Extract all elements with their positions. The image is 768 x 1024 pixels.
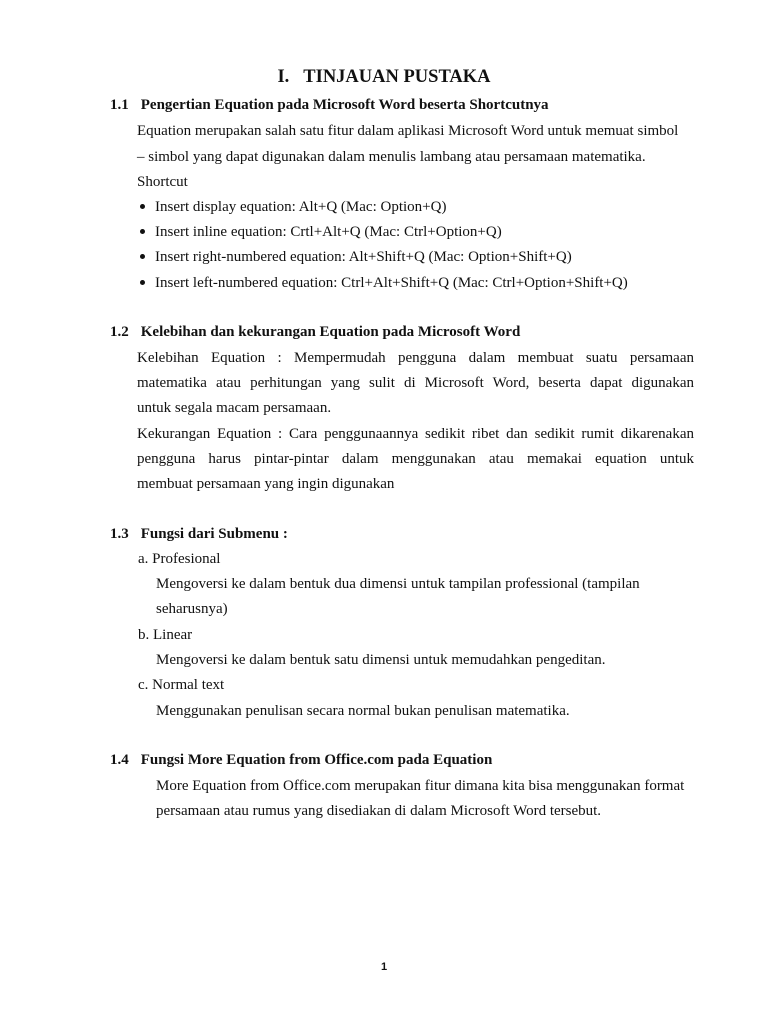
- chapter-title-text: TINJAUAN PUSTAKA: [303, 67, 491, 87]
- list-item: [140, 224, 502, 241]
- page-number: 1: [380, 961, 388, 973]
- submenu-desc: seharusnya): [156, 601, 228, 617]
- paragraph-line: More Equation from Office.com merupakan fitur dimana kita bisa menggunakan format: [156, 778, 685, 794]
- paragraph-line: pengguna harus pintar-pintar dalam menggunakan atau memakai equation untuk: [137, 451, 694, 467]
- list-item-text: Insert display equation: Alt+Q (Mac: Option+Q): [155, 199, 447, 215]
- section-heading-1-2: [110, 324, 520, 341]
- bullet-icon: [140, 204, 145, 209]
- paragraph-line: – simbol yang dapat digunakan dalam menulis lambang atau persamaan matematika.: [137, 149, 646, 165]
- paragraph-line: untuk segala macam persamaan.: [137, 400, 332, 416]
- paragraph-line: matematika atau perhitungan yang sulit di Microsoft Word, beserta dapat digunakan: [137, 375, 694, 391]
- list-item-text: Insert left-numbered equation: Ctrl+Alt+Shift+Q (Mac: Ctrl+Option+Shift+Q): [155, 275, 628, 291]
- section-number: 1.3: [110, 526, 129, 542]
- submenu-desc: Menggunakan penulisan secara normal bukan penulisan matematika.: [156, 703, 570, 719]
- chapter-title: [0, 67, 768, 88]
- section-title: Kelebihan dan kekurangan Equation pada Microsoft Word: [140, 324, 521, 340]
- list-item: [140, 275, 628, 292]
- list-item: [140, 199, 446, 216]
- submenu-desc: Mengoversi ke dalam bentuk dua dimensi untuk tampilan professional (tampilan: [156, 576, 640, 592]
- chapter-number: I.: [277, 67, 290, 87]
- section-number: 1.4: [110, 752, 129, 768]
- section-heading-1-1: [110, 97, 549, 114]
- bullet-icon: [140, 254, 145, 259]
- section-number: 1.1: [110, 97, 129, 113]
- submenu-label-profesional: a. Profesional: [138, 551, 221, 567]
- list-item: [140, 249, 572, 266]
- section-title: Fungsi More Equation from Office.com pada Equation: [140, 752, 493, 768]
- section-heading-1-4: [110, 752, 492, 769]
- paragraph-line: Kekurangan Equation : Cara penggunaannya sedikit ribet dan sedikit rumit dikarenakan: [137, 426, 694, 442]
- section-heading-1-3: [110, 526, 288, 543]
- section-number: 1.2: [110, 324, 129, 340]
- submenu-label-normal-text: c. Normal text: [138, 677, 225, 693]
- submenu-desc: Mengoversi ke dalam bentuk satu dimensi untuk memudahkan pengeditan.: [156, 652, 606, 668]
- list-item-text: Insert right-numbered equation: Alt+Shift+Q (Mac: Option+Shift+Q): [155, 249, 572, 265]
- submenu-label-linear: b. Linear: [138, 627, 193, 643]
- paragraph-line: persamaan atau rumus yang disediakan di dalam Microsoft Word tersebut.: [156, 803, 602, 819]
- section-title: Fungsi dari Submenu :: [140, 526, 288, 542]
- paragraph-line: Equation merupakan salah satu fitur dalam aplikasi Microsoft Word untuk memuat simbol: [137, 123, 679, 139]
- paragraph-line: Kelebihan Equation : Mempermudah pengguna dalam membuat suatu persamaan: [137, 350, 694, 366]
- shortcut-label: Shortcut: [137, 174, 188, 190]
- bullet-icon: [140, 280, 145, 285]
- paragraph-line: membuat persamaan yang ingin digunakan: [137, 476, 395, 492]
- section-title: Pengertian Equation pada Microsoft Word beserta Shortcutnya: [140, 97, 549, 113]
- bullet-icon: [140, 229, 145, 234]
- list-item-text: Insert inline equation: Crtl+Alt+Q (Mac: Ctrl+Option+Q): [155, 224, 502, 240]
